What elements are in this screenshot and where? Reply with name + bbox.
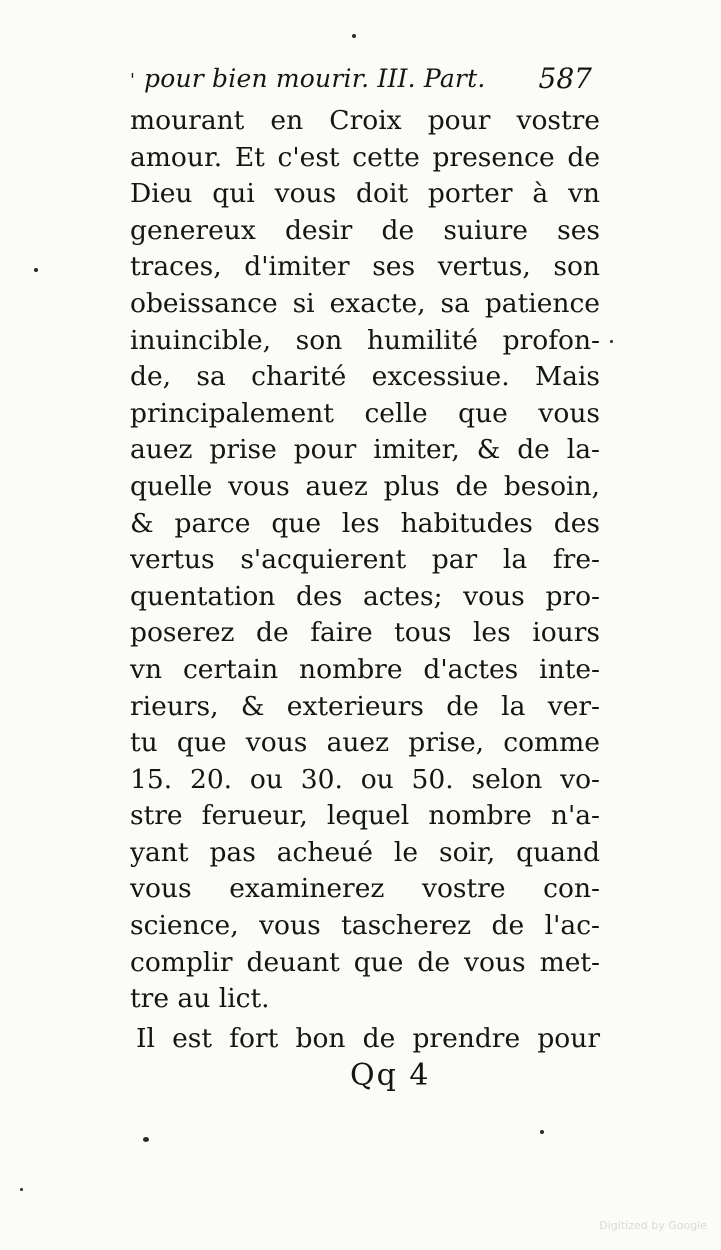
text-line: vous examinerez vostre con- xyxy=(130,873,600,905)
text-line: poserez de faire tous les iours xyxy=(130,617,600,649)
text-line: vn certain nombre d'actes inte- xyxy=(130,653,600,685)
text-line: principalement celle que vous xyxy=(130,397,600,429)
text-line: vertus s'acquierent par la fre- xyxy=(130,544,600,576)
ink-speck xyxy=(610,340,613,343)
ink-speck xyxy=(352,34,356,38)
page-header xyxy=(130,60,592,100)
body-paragraph xyxy=(130,103,600,1018)
text-line: & parce que les habitudes des xyxy=(130,507,600,539)
text-line: traces, d'imiter ses vertus, son xyxy=(130,251,600,283)
text-line: stre ferueur, lequel nombre n'a- xyxy=(130,800,600,832)
text-line: Dieu qui vous doit porter à vn xyxy=(130,178,600,210)
text-line: tre au lict. xyxy=(130,983,270,1015)
text-line: amour. Et c'est cette presence de xyxy=(130,141,600,173)
text-line: quelle vous auez plus de besoin, xyxy=(130,470,600,502)
running-title: pour bien mourir. III. Part. xyxy=(144,64,486,93)
page-number: 587 xyxy=(538,62,592,95)
ink-speck xyxy=(34,268,38,272)
text-line: quentation des actes; vous pro- xyxy=(130,580,600,612)
header-mark: ' xyxy=(130,70,135,91)
text-line: obeissance si exacte, sa patience xyxy=(130,287,600,319)
text-line: auez prise pour imiter, & de la- xyxy=(130,434,600,466)
text-line: mourant en Croix pour vostre xyxy=(130,105,600,136)
text-line: science, vous tascherez de l'ac- xyxy=(130,910,600,942)
text-line: de, sa charité excessiue. Mais xyxy=(130,361,600,393)
ink-speck xyxy=(540,1130,544,1134)
text-line: tu que vous auez prise, comme xyxy=(130,727,600,759)
digitized-watermark: Digitized by Google xyxy=(599,1219,707,1232)
ink-speck xyxy=(143,1137,149,1142)
text-line: 15. 20. ou 30. ou 50. selon vo- xyxy=(130,763,600,795)
text-line: complir deuant que de vous met- xyxy=(130,946,600,978)
next-paragraph xyxy=(130,1021,600,1058)
ink-speck xyxy=(20,1188,23,1191)
text-line: Il est fort bon de prendre pour xyxy=(136,1023,600,1054)
text-line: rieurs, & exterieurs de la ver- xyxy=(130,690,600,722)
signature-mark: Qq 4 xyxy=(350,1058,431,1093)
text-line: inuincible, son humilité profon- xyxy=(130,324,600,356)
text-line: yant pas acheué le soir, quand xyxy=(130,836,600,868)
text-line: genereux desir de suiure ses xyxy=(130,214,600,246)
